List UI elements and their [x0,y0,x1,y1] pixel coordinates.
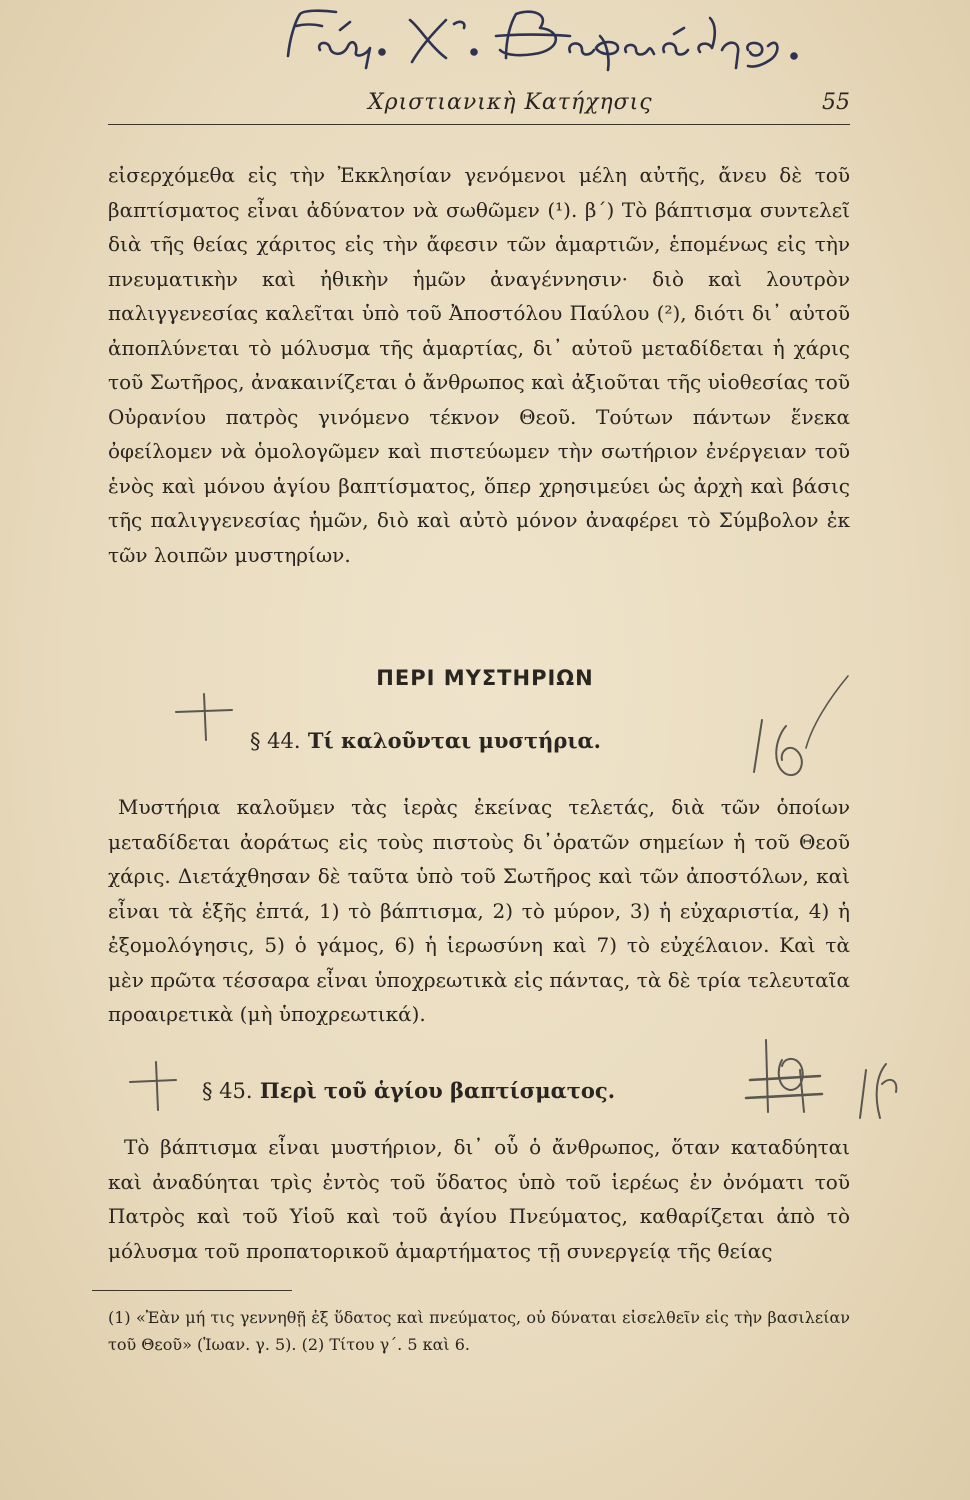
pencil-cross-mark [176,710,232,712]
pencil-cross-mark [130,1080,176,1082]
signature-drawing [270,6,810,76]
footnote-divider [92,1290,292,1291]
section-number: § 45. [202,1079,253,1103]
paragraph-baptism-continued: εἰσερχόμεθα εἰς τὴν Ἐκκλησίαν γενόμενοι μέλη αὐτῆς, ἄνευ δὲ τοῦ βαπτίσματος εἶναι ἀδύνατον νὰ σωθῶμεν (¹). β΄) Τὸ βάπτισμα συντελεῖ διὰ τῆς θείας χάριτος εἰς τὴν ἄφεσιν τῶν ἁμαρτιῶν, ἑπομένως εἰς τὴν πνευματικὴν καὶ ἠθικὴν ἡμῶν ἀναγέννησιν· διὸ καὶ λουτρὸν παλιγγενεσίας καλεῖται ὑπὸ τοῦ Ἀποστόλου Παύλου (²), διότι δι᾽ αὐτοῦ ἀποπλύνεται τὸ μόλυσμα τῆς ἁμαρτίας, δι᾽ αὐτοῦ μεταδίδεται ἡ χάρις τοῦ Σωτῆρος, ἀνακαινίζεται ὁ ἄνθρωπος καὶ ἀξιοῦται τῆς υἱοθεσίας τοῦ Οὐρανίου πατρὸς γινόμενο τέκνον Θεοῦ. Τούτων πάντων ἕνεκα ὀφείλομεν νὰ ὁμολογῶμεν καὶ πιστεύωμεν τὴν σωτήριον ἐνέργειαν τοῦ ἑνὸς καὶ μόνου ἁγίου βαπτίσματος, ὅπερ χρησιμεύει ὡς ἀρχὴ καὶ βάσις τῆς παλιγγενεσίας ἡμῶν, διὸ καὶ αὐτὸ μόνον ἀναφέρει τὸ Σύμβολον ἐκ τῶν λοιπῶν μυστηρίων. [108,163,850,567]
pencil-cross-mark [156,1062,158,1110]
paragraph-sacraments: Μυστήρια καλοῦμεν τὰς ἱερὰς ἐκείνας τελετάς, διὰ τῶν ὁποίων μεταδίδεται ἀοράτως εἰς τοὺς πιστοὺς δι᾽ὁρατῶν σημείων ἡ τοῦ Θεοῦ χάρις. Διετάχθησαν δὲ ταῦτα ὑπὸ τοῦ Σωτῆρος καὶ τῶν ἀποστόλων, καὶ εἶναι τὰ ἑξῆς ἑπτά, 1) τὸ βάπτισμα, 2) τὸ μύρον, 3) ἡ εὐχαριστία, 4) ἡ ἐξομολόγησις, 5) ὁ γάμος, 6) ἡ ἱερωσύνη καὶ 7) τὸ εὐχέλαιον. Καὶ τὰ μὲν πρῶτα τέσσαρα εἶναι ὑποχρεωτικὰ εἰς πάντας, τὰ δὲ τρία τελευταῖα προαιρετικὰ (μὴ ὑποχρεωτικά). [108,795,850,1026]
section-heading-title: Περὶ τοῦ ἁγίου βαπτίσματος. [259,1078,616,1103]
paragraph-holy-baptism: Τὸ βάπτισμα εἶναι μυστήριον, δι᾽ οὗ ὁ ἄνθρωπος, ὅταν καταδύηται καὶ ἀναδύηται τρὶς ἐντὸς τοῦ ὕδατος ὑπὸ τοῦ ἱερέως ἐν ὀνόματι τοῦ Πατρὸς καὶ τοῦ Υἱοῦ καὶ τοῦ ἁγίου Πνεύματος, καθαρίζεται ἀπὸ τὸ μόλυσμα τοῦ προπατορικοῦ ἁμαρτήματος τῇ συνεργείᾳ τῆς θείας [108,1135,850,1263]
section-heading-title: Τί καλοῦνται μυστήρια. [307,728,601,753]
pencil-number-mark-44 [754,676,848,775]
page-header [108,88,850,125]
running-title: Χριστιανικὴ Κατήχησις [368,90,653,115]
pencil-cross-mark [204,694,206,740]
heading-section-45 [202,1078,615,1103]
section-title: ΠΕΡΙ ΜΥΣΤΗΡΙΩΝ [376,666,594,690]
handwritten-signature [270,6,810,76]
pencil-number-mark-45 [746,1040,896,1118]
page-number: 55 [822,90,850,115]
section-number: § 44. [250,729,301,753]
heading-section-44 [250,728,601,753]
footnote: (1) «Ἐὰν μή τις γεννηθῇ ἐξ ὕδατος καὶ πνεύματος, οὐ δύναται εἰσελθεῖν εἰς τὴν βασιλείαν τοῦ Θεοῦ» (Ἰωαν. γ. 5). (2) Τίτου γ΄. 5 καὶ 6. [108,1308,850,1354]
